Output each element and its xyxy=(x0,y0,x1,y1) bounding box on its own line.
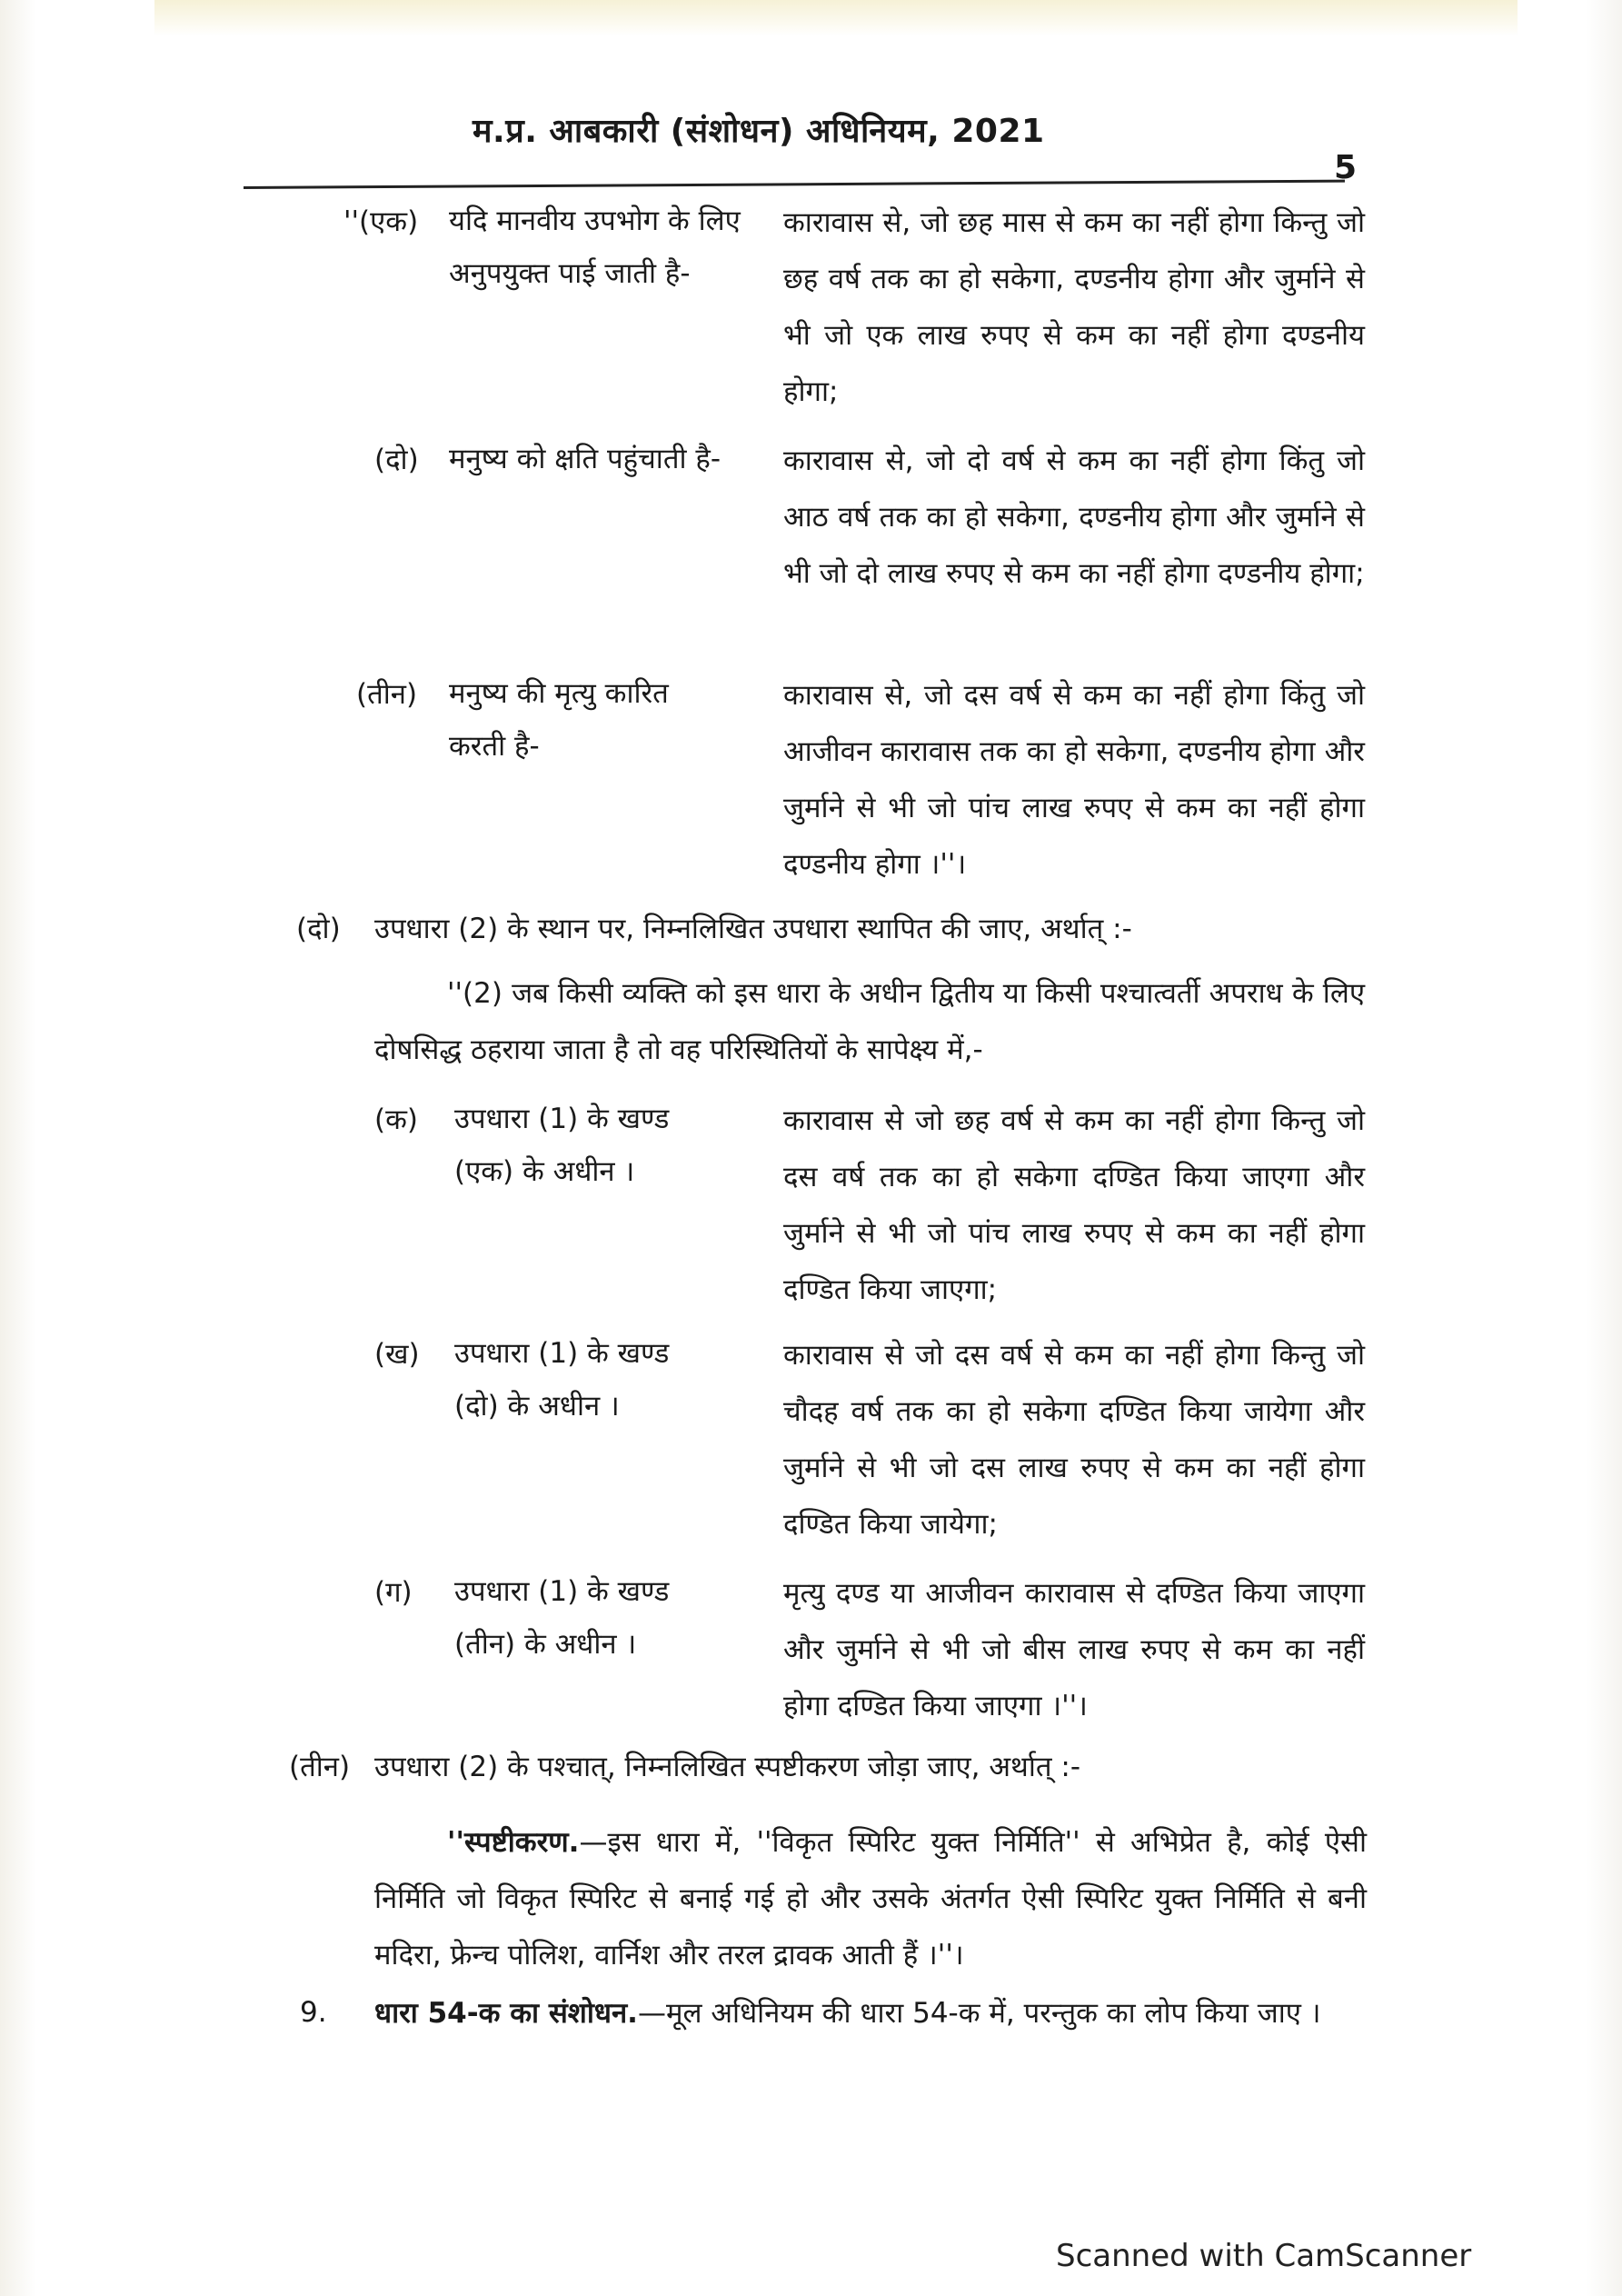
clause-condition-ga: उपधारा (1) के खण्ड (तीन) के अधीन । xyxy=(454,1575,670,1661)
section-nine-number: 9. xyxy=(300,1996,327,2029)
clause-penalty-ek: कारावास से, जो छह मास से कम का नहीं होगा किन्तु जो छह वर्ष तक का हो सकेगा, दण्डनीय होगा और जुर्माने से भी जो एक लाख रुपए से कम का नहीं होगा दण्डनीय होगा; xyxy=(783,206,1365,408)
page-number: 5 xyxy=(1334,149,1358,186)
scan-edge-shadow xyxy=(154,0,1518,36)
explanation-heading: ''स्पष्टीकरण. xyxy=(447,1826,580,1859)
clause-condition-ek: यदि मानवीय उपभोग के लिए अनुपयुक्त पाई जाती है- xyxy=(449,205,741,290)
amendment-three-text: उपधारा (2) के पश्चात्, निम्नलिखित स्पष्टीकरण जोड़ा जाए, अर्थात् :- xyxy=(374,1751,1081,1783)
section-nine-paragraph xyxy=(227,1985,1367,2041)
clause-penalty-teen: कारावास से, जो दस वर्ष से कम का नहीं होगा किंतु जो आजीवन कारावास तक का हो सकेगा, दण्डनीय होगा और जुर्माने से भी जो पांच लाख रुपए से कम का नहीं होगा दण्डनीय होगा ।''। xyxy=(783,679,1365,881)
clause-penalty-do: कारावास से, जो दो वर्ष से कम का नहीं होगा किंतु जो आठ वर्ष तक का हो सकेगा, दण्डनीय होगा और जुर्माने से भी जो दो लाख रुपए से कम का नहीं होगा दण्डनीय होगा; xyxy=(783,444,1365,590)
clause-condition-teen: मनुष्य की मृत्यु कारित करती है- xyxy=(449,677,669,763)
clause-label-kha: (ख) xyxy=(374,1338,420,1371)
clause-label-teen: (तीन) xyxy=(356,678,418,711)
clause-penalty-ka: कारावास से जो छह वर्ष से कम का नहीं होगा किन्तु जो दस वर्ष तक का हो सकेगा दण्डित किया जाएगा और जुर्माने से भी जो पांच लाख रुपए से कम का नहीं होगा दण्डित किया जाएगा; xyxy=(783,1104,1365,1306)
explanation-text: —इस धारा में, ''विकृत स्पिरिट युक्त निर्मिति'' से अभिप्रेत है, कोई ऐसी निर्मिति जो विकृत स्पिरिट से बनाई गई हो और उसके अंतर्गत ऐसी स्पिरिट युक्त निर्मिति से बनी मदिरा, फ्रेन्च पोलिश, वार्निश और तरल द्रावक आती हैं ।''। xyxy=(374,1826,1367,1972)
clause-penalty-kha: कारावास से जो दस वर्ष से कम का नहीं होगा किन्तु जो चौदह वर्ष तक का हो सकेगा दण्डित किया जायेगा और जुर्माने से भी जो दस लाख रुपए से कम का नहीं होगा दण्डित किया जायेगा; xyxy=(783,1339,1365,1541)
clause-condition-ka: उपधारा (1) के खण्ड (एक) के अधीन । xyxy=(454,1103,670,1188)
explanation-paragraph xyxy=(374,1814,1367,1983)
clause-label-do: (दो) xyxy=(374,444,419,476)
page-header-title: म.प्र. आबकारी (संशोधन) अधिनियम, 2021 xyxy=(473,113,1045,150)
subsection-two-intro: ''(2) जब किसी व्यक्ति को इस धारा के अधीन द्वितीय या किसी पश्चात्वर्ती अपराध के लिए दोषसिद्ध ठहराया जाता है तो वह परिस्थितियों के सापेक्ष्य में,- xyxy=(374,977,1365,1066)
section-nine-text: —मूल अधिनियम की धारा 54-क में, परन्तुक का लोप किया जाए । xyxy=(637,1997,1321,2030)
clause-penalty-ga: मृत्यु दण्ड या आजीवन कारावास से दण्डित किया जाएगा और जुर्माने से भी जो बीस लाख रुपए से कम का नहीं होगा दण्डित किया जाएगा ।''। xyxy=(783,1577,1365,1722)
amendment-two-label: (दो) xyxy=(296,913,341,945)
clause-label-ga: (ग) xyxy=(374,1576,413,1609)
scanner-watermark: Scanned with CamScanner xyxy=(1056,2238,1472,2274)
amendment-three-label: (तीन) xyxy=(289,1751,351,1783)
clause-label-ka: (क) xyxy=(374,1103,418,1136)
clause-condition-do: मनुष्य को क्षति पहुंचाती है- xyxy=(449,443,721,475)
amendment-two-text: उपधारा (2) के स्थान पर, निम्नलिखित उपधारा स्थापित की जाए, अर्थात् :- xyxy=(374,913,1132,945)
section-nine-heading: धारा 54-क का संशोधन. xyxy=(374,1997,638,2030)
header-rule xyxy=(244,180,1345,189)
clause-condition-kha: उपधारा (1) के खण्ड (दो) के अधीन । xyxy=(454,1337,670,1423)
clause-label-ek: ''(एक) xyxy=(343,205,419,238)
